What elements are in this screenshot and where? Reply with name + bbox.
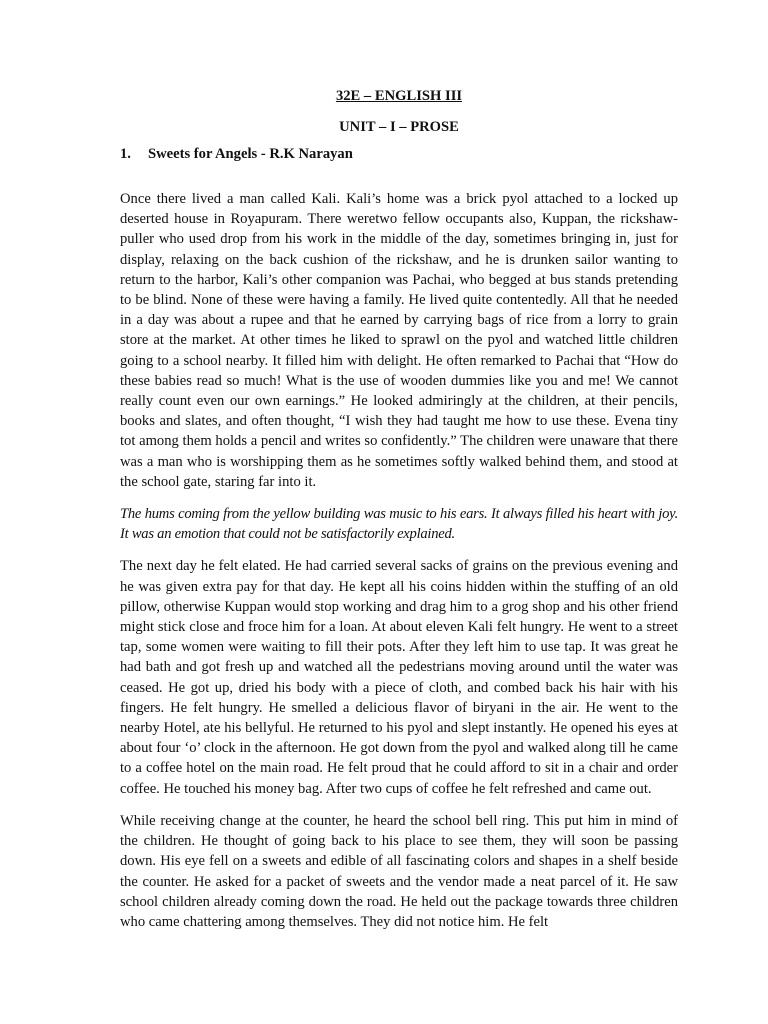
course-title: 32E – ENGLISH III: [335, 88, 463, 104]
paragraph-2: The hums coming from the yellow building was music to his ears. It always filled his heart with joy. It was an emotion that could not be satisfactorily explained.: [120, 506, 678, 543]
story-number: 1.: [120, 146, 131, 162]
paragraph-3: The next day he felt elated. He had carried several sacks of grains on the previous evening and he was given extra pay for that day. He kept all his coins hidden within the stuffing of an old pillow, otherwise Kuppan would stop working and drag him to a grog shop and his other friend might stick close and froce him for a loan. At about eleven Kali felt hungry. He went to a street tap, some women were waiting to fill their pots. After they left him to use tap. It was great he had bath and got fresh up and watched all the pedestrians moving around until the water was ceased. He got up, dried his body with a piece of cloth, and combed back his hair with his fingers. He felt hungry. He smelled a delicious flavor of biryani in the air. He went to the nearby Hotel, ate his bellyful. He returned to his pyol and slept instantly. He opened his eyes at about four ‘o’ clock in the afternoon. He got down from the pyol and walked along till he came to a coffee hotel on the main road. He felt proud that he could afford to sit in a chair and order coffee. He touched his money bag. After two cups of coffee he felt refreshed and came out.: [120, 558, 678, 797]
paragraph-1: Once there lived a man called Kali. Kali’s home was a brick pyol attached to a locked up deserted house in Royapuram. There weretwo fellow occupants also, Kuppan, the rickshaw-puller who used drop from his work in the middle of the day, sometimes bringing in, just for display, relaxing on the back cushion of the rickshaw, and he is drunken sailor wanting to return to the harbor, Kali’s other companion was Pachai, who begged at bus stands pretending to be blind. None of these were having a family. He lived quite contentedly. All that he needed in a day was about a rupee and that he earned by carrying bags of rice from a lorry to grain store at the market. At other times he liked to sprawl on the pyol and watched little children going to a school nearby. It filled him with delight. He often remarked to Pachai that “How do these babies read so much! What is the use of wooden dummies like you and me! We cannot really count even our own earnings.” He looked admiringly at the children, at their pencils, books and slates, and often thought, “I wish they had taught me how to use these. Evena tiny tot among them holds a pencil and writes so confidently.” The children were unaware that there was a man who is worshipping them as he sometimes softly walked behind them, and stood at the school gate, staring far into it.: [120, 191, 678, 490]
story-heading: [120, 144, 678, 164]
story-title: Sweets for Angels - R.K Narayan: [148, 146, 353, 162]
paragraph-4: While receiving change at the counter, he heard the school bell ring. This put him in mind of the children. He thought of going back to his place to see them, they will soon be passing down. His eye fell on a sweets and edible of all fascinating colors and shapes in a shelf beside the counter. He asked for a packet of sweets and the vendor made a neat parcel of it. He saw school children already coming down the road. He held out the package towards three children who came chattering among themselves. They did not notice him. He felt: [120, 812, 678, 930]
unit-title: UNIT – I – PROSE: [339, 119, 459, 135]
